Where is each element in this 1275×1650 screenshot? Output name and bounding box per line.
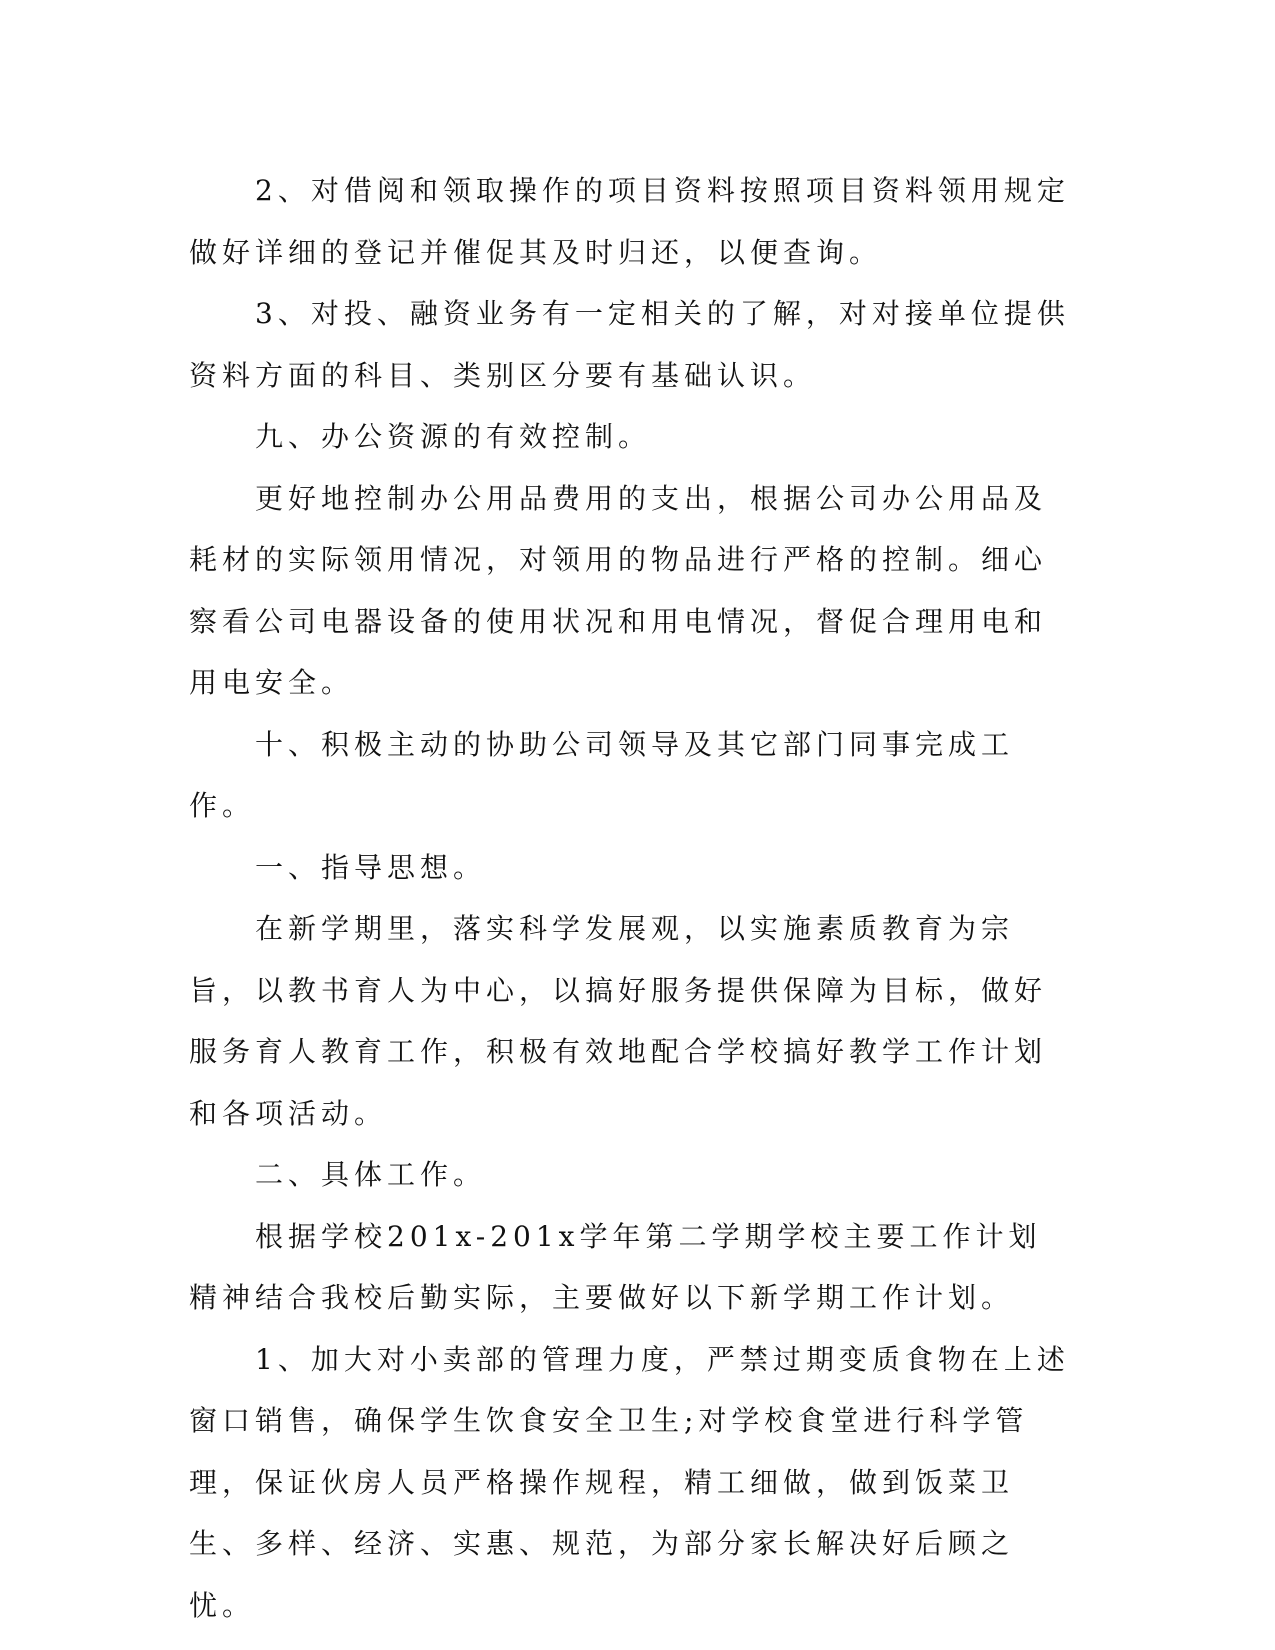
section-heading-guiding-ideology: 一、指导思想。 xyxy=(255,850,487,884)
paragraph-office-supplies: 更好地控制办公用品费用的支出，根据公司办公用品及耗材的实际领用情况，对领用的物品进行严格的控制。细心察看公司电器设备的使用状况和用电情况，督促合理用电和用电安全。 xyxy=(189,481,1048,699)
paragraph-item-1-canteen: 1、加大对小卖部的管理力度，严禁过期变质食物在上述窗口销售，确保学生饮食安全卫生;对学校食堂进行科学管理，保证伙房人员严格操作规程，精工细做，做到饭菜卫生、多样、经济、实惠、规范，为部分家长解决好后顾之忧。 xyxy=(189,1342,1070,1622)
section-heading-specific-work: 二、具体工作。 xyxy=(255,1158,487,1191)
paragraph-item-3-financing: 3、对投、融资业务有一定相关的了解，对对接单位提供资料方面的科目、类别区分要有基础认识。 xyxy=(189,297,1070,392)
paragraph-school-plan: 根据学校201x-201x学年第二学期学校主要工作计划精神结合我校后勤实际，主要做好以下新学期工作计划。 xyxy=(189,1219,1042,1314)
section-heading-office-resources: 九、办公资源的有效控制。 xyxy=(255,420,652,453)
section-heading-assist-leaders: 十、积极主动的协助公司领导及其它部门同事完成工作。 xyxy=(189,727,1015,822)
paragraph-item-2-borrowing: 2、对借阅和领取操作的项目资料按照项目资料领用规定做好详细的登记并催促其及时归还，以便查询。 xyxy=(189,174,1070,269)
paragraph-guiding-ideology: 在新学期里，落实科学发展观，以实施素质教育为宗旨，以教书育人为中心，以搞好服务提供保障为目标，做好服务育人教育工作，积极有效地配合学校搞好教学工作计划和各项活动。 xyxy=(189,912,1048,1130)
document-body xyxy=(189,160,1074,1636)
